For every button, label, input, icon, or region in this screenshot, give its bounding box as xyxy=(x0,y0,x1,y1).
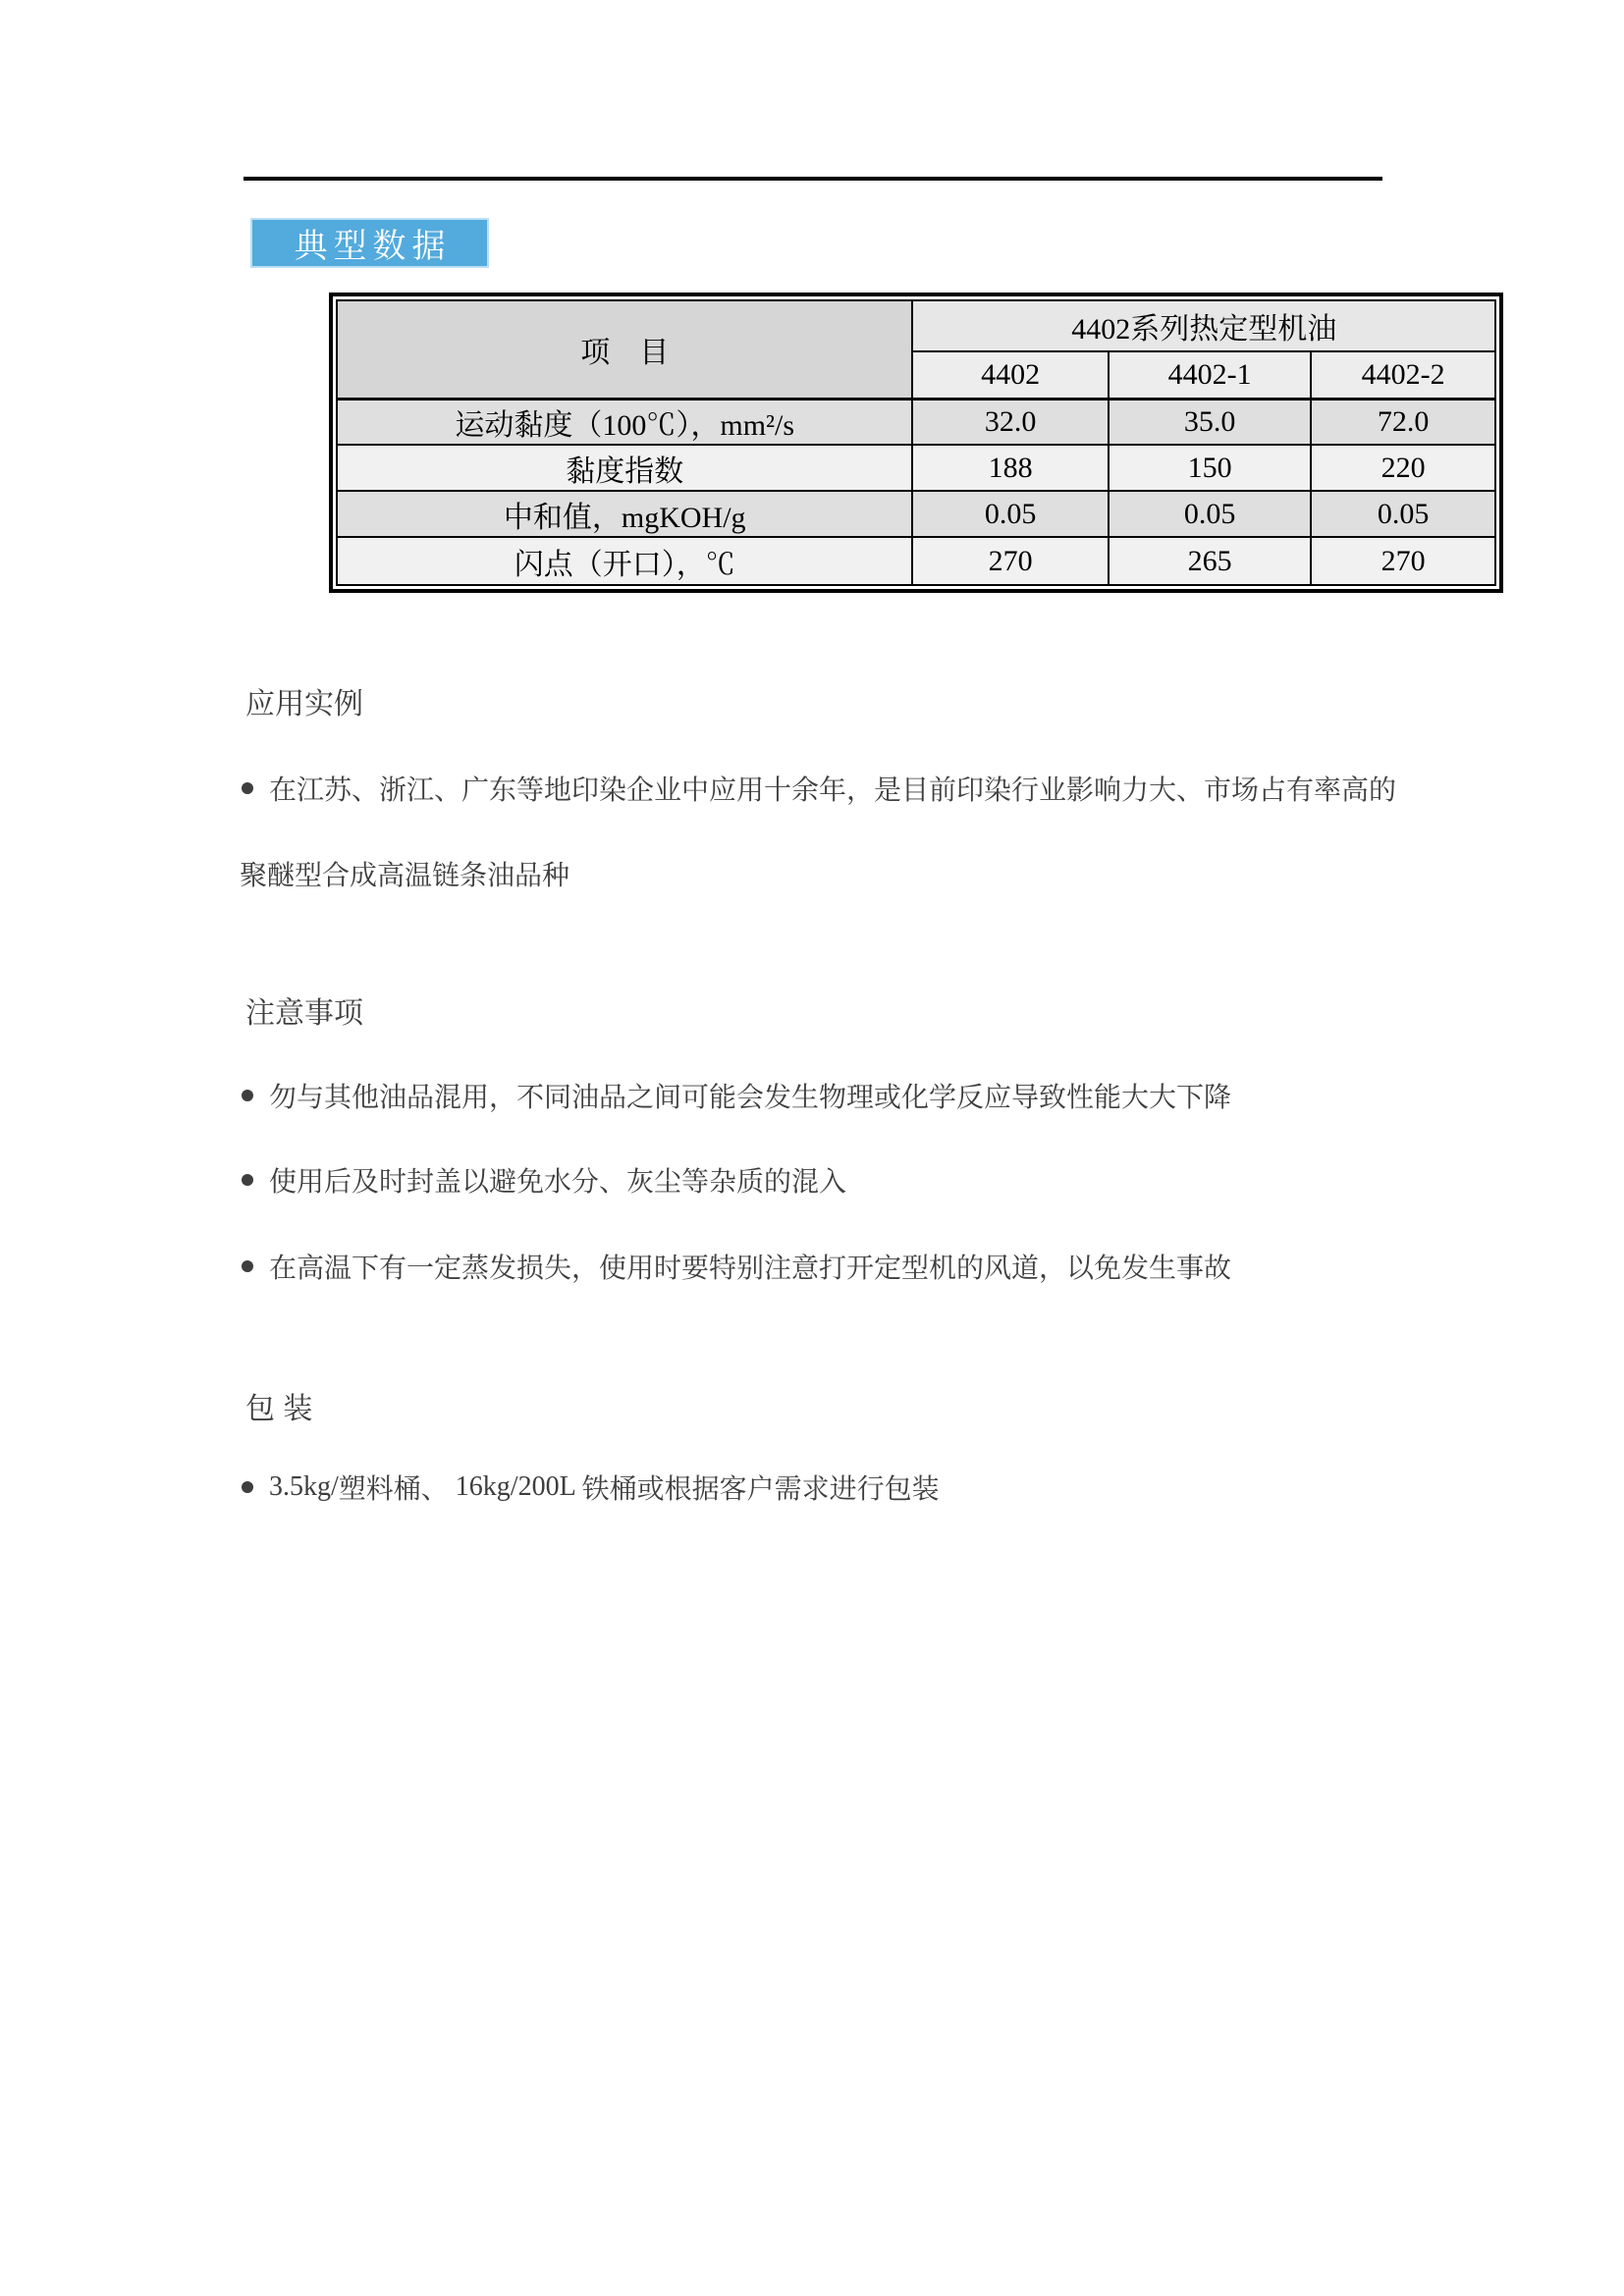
bullet-text: 勿与其他油品混用，不同油品之间可能会发生物理或化学反应导致性能大大下降 xyxy=(269,1082,1232,1112)
table-header-series: 4402系列热定型机油 xyxy=(912,300,1495,351)
top-divider xyxy=(244,177,1382,181)
cell-value: 0.05 xyxy=(1311,491,1495,537)
section-heading-application: 应用实例 xyxy=(245,688,363,721)
bullet-text-continuation: 聚醚型合成高温链条油品种 xyxy=(240,860,570,890)
list-item xyxy=(242,1247,1231,1286)
table-header-variant-4402-1: 4402-1 xyxy=(1109,351,1312,399)
table-row-viscosity xyxy=(337,399,1495,445)
row-label-neutralization: 中和值，mgKOH/g xyxy=(337,491,912,537)
cell-value: 270 xyxy=(912,537,1108,585)
cell-value: 32.0 xyxy=(912,399,1108,445)
table-row-viscosity-index xyxy=(337,445,1495,491)
bullet-dot-icon xyxy=(242,1481,253,1493)
row-label-viscosity-index: 黏度指数 xyxy=(337,445,912,491)
cell-value: 72.0 xyxy=(1311,399,1495,445)
list-item xyxy=(242,1160,846,1200)
cell-value: 188 xyxy=(912,445,1108,491)
cell-value: 220 xyxy=(1311,445,1495,491)
cell-value: 0.05 xyxy=(1109,491,1312,537)
list-item xyxy=(242,1076,1231,1115)
bullet-dot-icon xyxy=(242,1260,253,1272)
cell-value: 265 xyxy=(1109,537,1312,585)
table-row-neutralization xyxy=(337,491,1495,537)
bullet-dot-icon xyxy=(242,1174,253,1186)
bullet-text-segment: 16kg/200L xyxy=(448,1471,582,1502)
row-label-flash-point: 闪点（开口），℃ xyxy=(337,537,912,585)
row-label-viscosity: 运动黏度（100℃），mm²/s xyxy=(337,399,912,445)
cell-value: 270 xyxy=(1311,537,1495,585)
table-header-item: 项 目 xyxy=(337,300,912,399)
bullet-text: 使用后及时封盖以避免水分、灰尘等杂质的混入 xyxy=(269,1166,847,1197)
typical-data-table xyxy=(329,293,1503,593)
cell-value: 0.05 xyxy=(912,491,1108,537)
bullet-text-segment: 3.5kg/ xyxy=(269,1471,339,1502)
table-row-flash-point xyxy=(337,537,1495,585)
bullet-text-segment: 铁桶或根据客户需求进行包装 xyxy=(581,1473,940,1504)
bullet-dot-icon xyxy=(242,782,253,794)
bullet-text: 在高温下有一定蒸发损失，使用时要特别注意打开定型机的风道，以免发生事故 xyxy=(269,1253,1232,1283)
section-badge-typical-data xyxy=(250,218,489,268)
table-header-variant-4402: 4402 xyxy=(912,351,1108,399)
cell-value: 150 xyxy=(1109,445,1312,491)
list-item xyxy=(242,1468,940,1507)
section-heading-packaging: 包 装 xyxy=(245,1393,313,1425)
bullet-text-segment: 塑料桶、 xyxy=(338,1473,449,1504)
list-item xyxy=(242,769,1396,808)
badge-label: 典型数据 xyxy=(294,228,452,265)
section-heading-precautions: 注意事项 xyxy=(245,997,363,1030)
bullet-dot-icon xyxy=(242,1090,253,1101)
cell-value: 35.0 xyxy=(1109,399,1312,445)
table-header-variant-4402-2: 4402-2 xyxy=(1311,351,1495,399)
bullet-text: 在江苏、浙江、广东等地印染企业中应用十余年，是目前印染行业影响力大、市场占有率高的 xyxy=(269,774,1397,805)
